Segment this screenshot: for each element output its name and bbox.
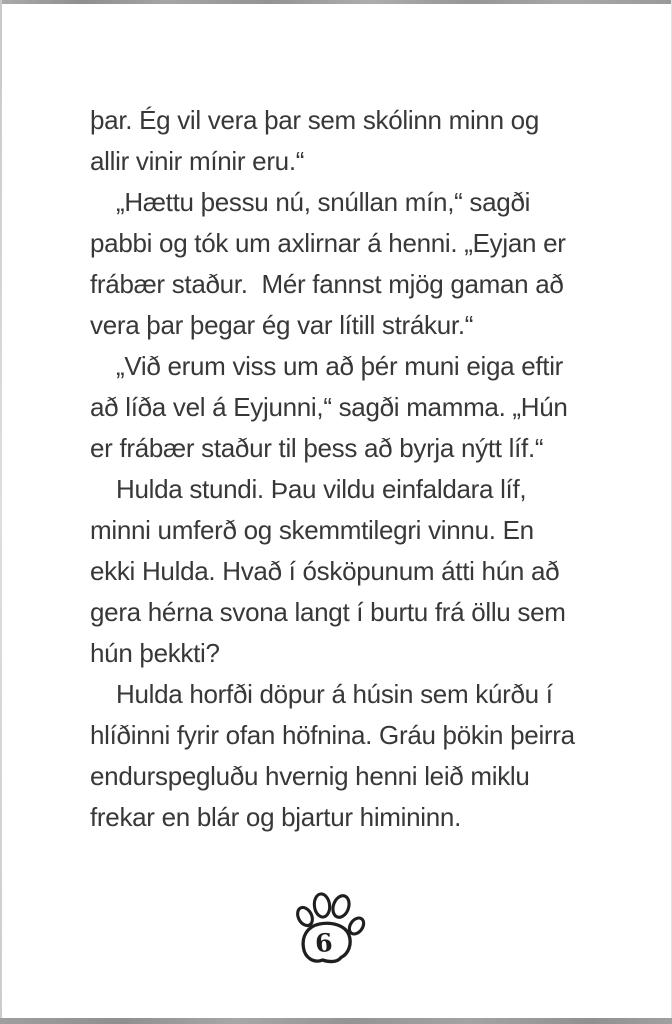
text-line: frábær staður. Mér fannst mjög gaman að — [90, 269, 564, 299]
text-line: frekar en blár og bjartur himininn. — [90, 802, 462, 832]
text-line: þar. Ég vil vera þar sem skólinn minn og — [90, 105, 539, 135]
text-line: Hulda horfði döpur á húsin sem kúrðu í — [116, 679, 553, 709]
text-line: hún þekkti? — [90, 638, 220, 668]
story-text-block — [90, 100, 602, 838]
page-number-paw — [294, 888, 368, 968]
text-line: gera hérna svona langt í burtu frá öllu sem — [90, 597, 566, 627]
scan-edge-top — [0, 0, 672, 4]
text-line: er frábær staður til þess að byrja nýtt líf.“ — [90, 433, 544, 463]
text-line: ekki Hulda. Hvað í ósköpunum átti hún að — [90, 556, 560, 586]
text-line: pabbi og tók um axlirnar á henni. „Eyjan er — [90, 228, 566, 258]
text-line: að líða vel á Eyjunni,“ sagði mamma. „Hún — [90, 392, 568, 422]
text-line: endurspegluðu hvernig henni leið miklu — [90, 761, 530, 791]
scan-edge-left — [0, 0, 2, 1024]
text-line: vera þar þegar ég var lítill strákur.“ — [90, 310, 474, 340]
page-number: 6 — [314, 927, 334, 959]
text-line: minni umferð og skemmtilegri vinnu. En — [90, 515, 534, 545]
text-line: „Hættu þessu nú, snúllan mín,“ sagði — [116, 187, 531, 217]
text-line: Hulda stundi. Þau vildu einfaldara líf, — [116, 474, 527, 504]
text-line: „Við erum viss um að þér muni eiga eftir — [116, 351, 564, 381]
text-line: hlíðinni fyrir ofan höfnina. Gráu þökin þeirra — [90, 720, 575, 750]
paw-print-icon — [294, 888, 368, 968]
scan-edge-bottom — [0, 1018, 672, 1024]
text-line: allir vinir mínir eru.“ — [90, 146, 305, 176]
